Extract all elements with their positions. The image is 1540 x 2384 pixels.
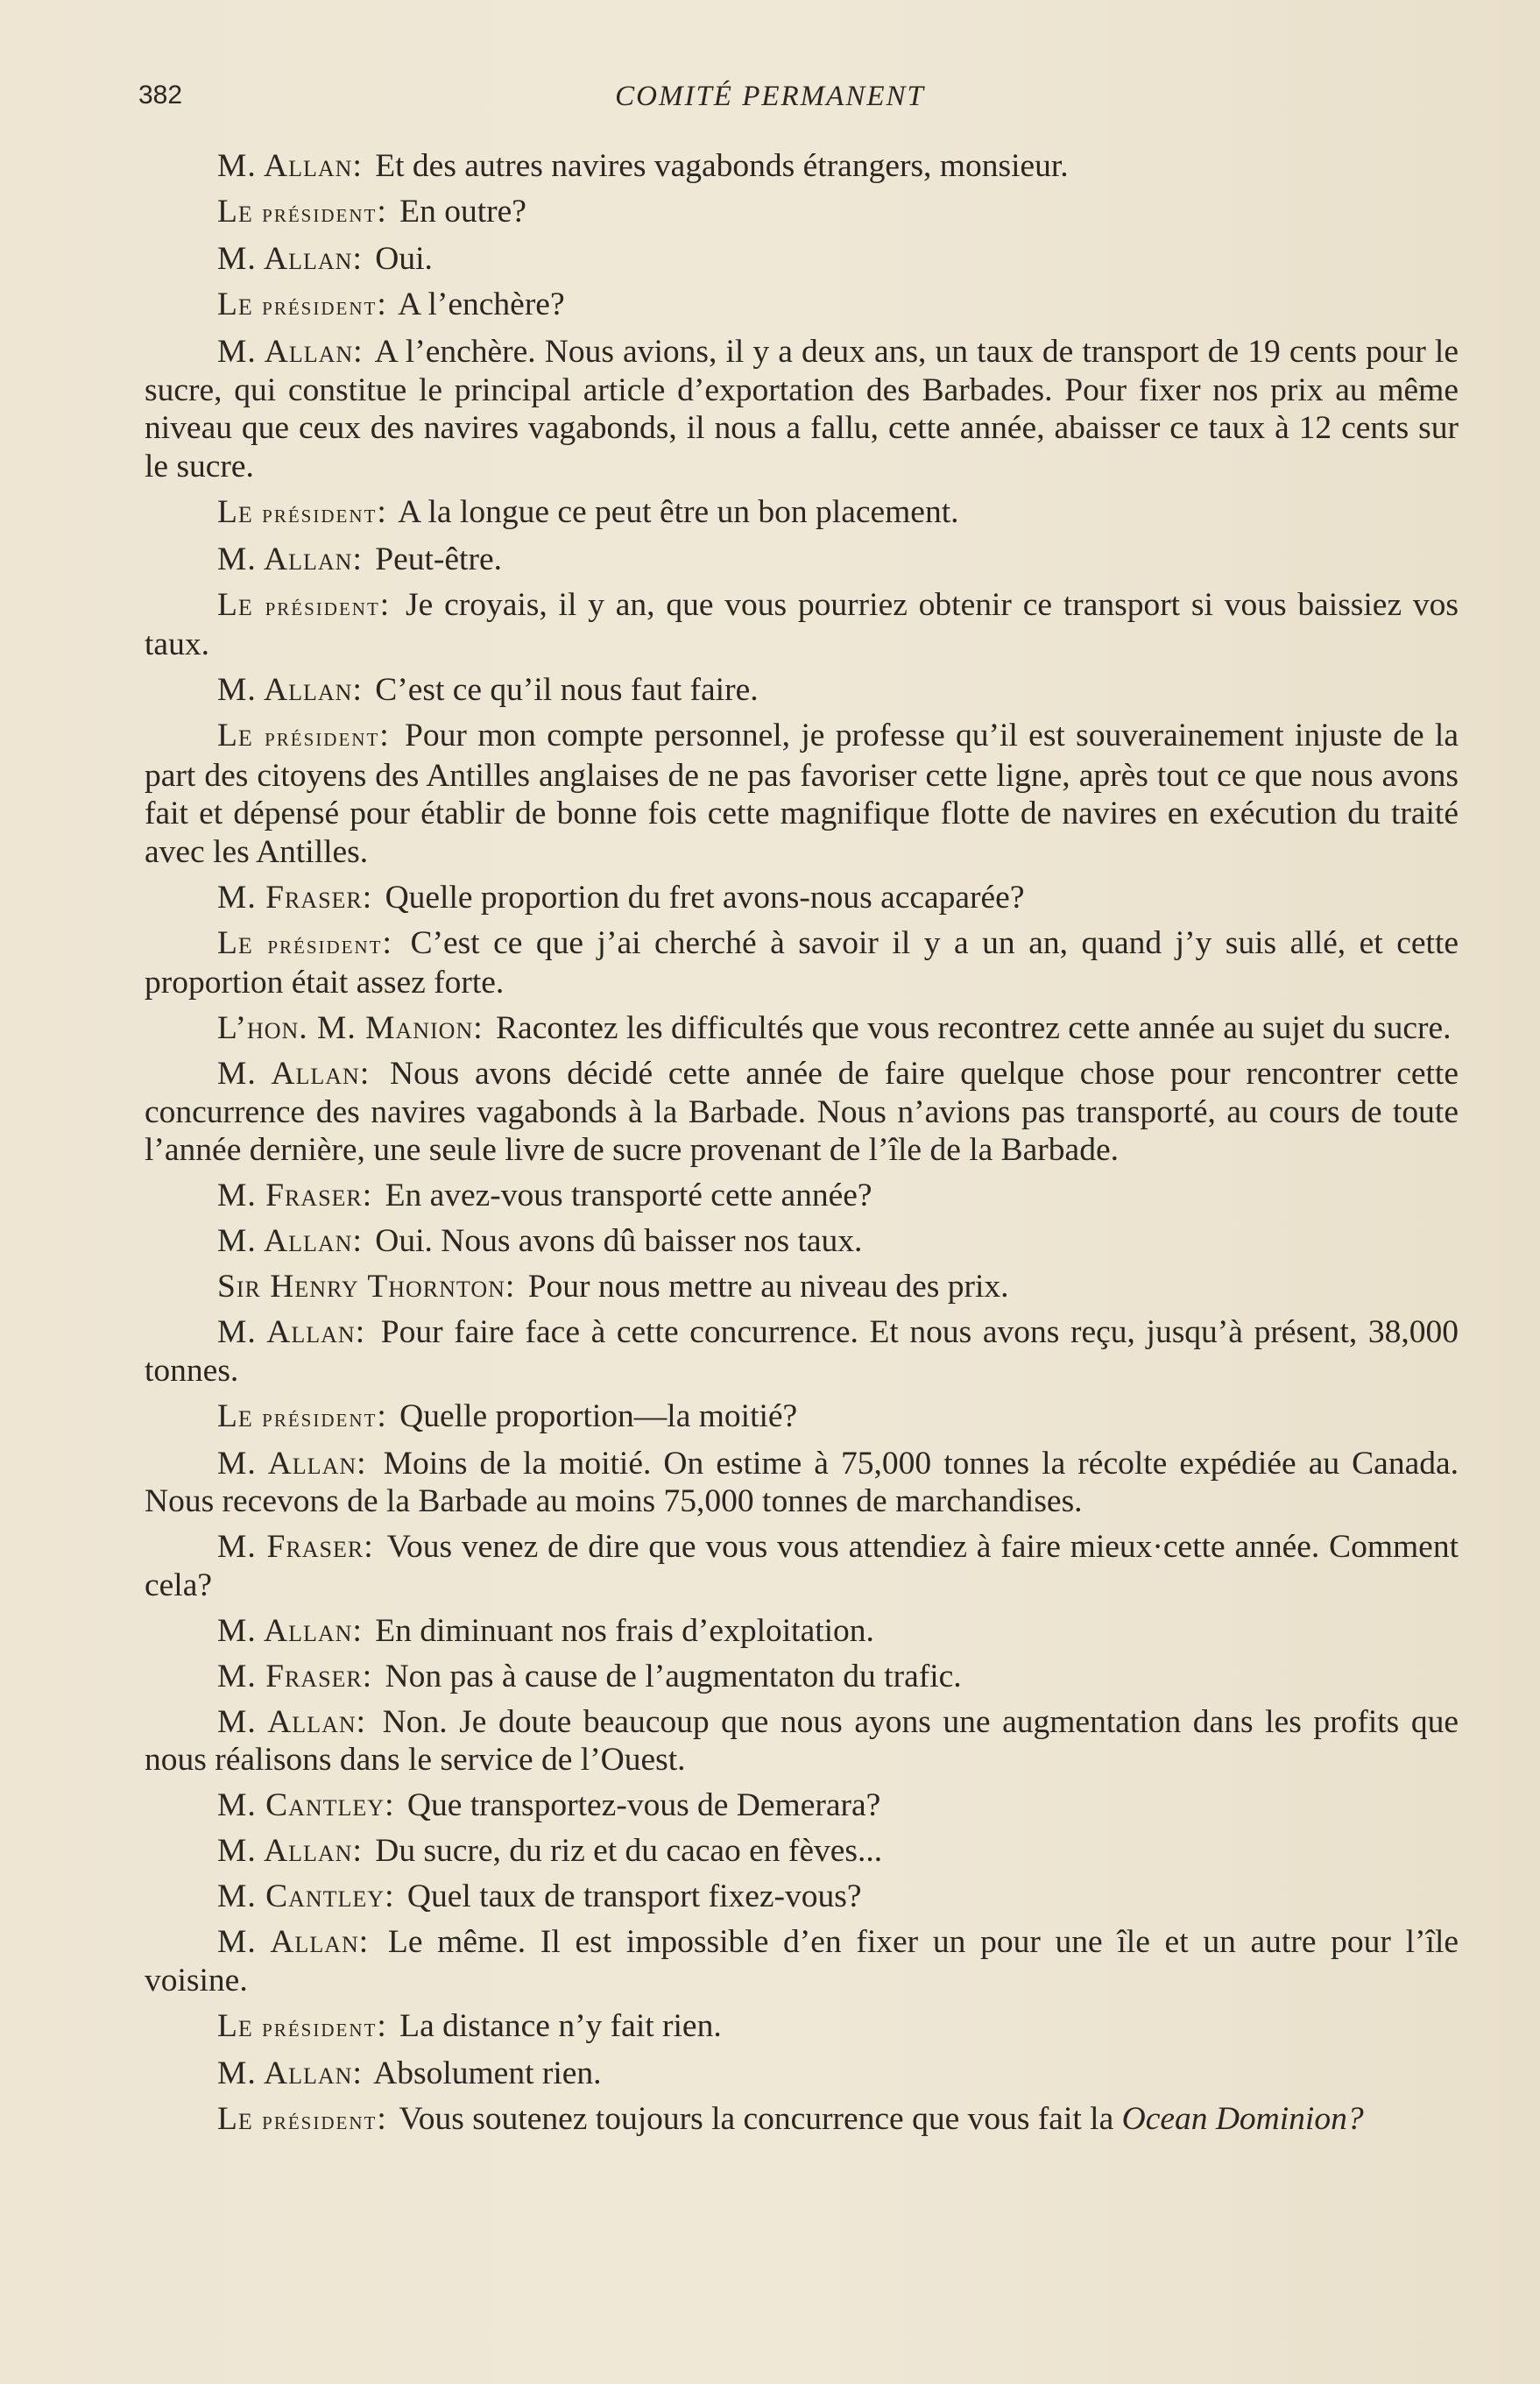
- speech-text: Peut-être.: [375, 541, 502, 577]
- speaker-colon: :: [352, 148, 362, 184]
- speech-text: Quelle proportion—la moitié?: [399, 1397, 798, 1434]
- speech-text: Et des autres navires vagabonds étrangers, monsieur.: [375, 148, 1069, 184]
- speaker-name: Le président: [217, 287, 378, 322]
- speaker-name: Le président: [217, 718, 380, 753]
- dialogue-paragraph: [145, 541, 1459, 579]
- speech-text: En diminuant nos frais d’exploitation.: [375, 1612, 874, 1649]
- speaker-name: Le président: [217, 194, 378, 230]
- speaker-name: Le président: [217, 1397, 378, 1434]
- speaker-colon: :: [358, 1924, 369, 1960]
- speech-text: Pour mon compte personnel, je professe qu’il est souverainement injuste de la part des citoyens des Antilles anglaises de ne pas favoriser cette ligne, après tout ce que nous avons fait et dépensé pour établir de bonne fois cette magnifique flotte de navires en exécution du traité avec les Antilles.: [145, 718, 1459, 870]
- speaker-colon: :: [362, 1178, 372, 1213]
- speaker-name: M. Allan: [217, 148, 353, 184]
- page-header: [0, 81, 1540, 124]
- title-president: président: [265, 591, 380, 621]
- ship-name-italic: Ocean Dominion?: [1121, 2100, 1364, 2137]
- dialogue-paragraph: [145, 1397, 1459, 1438]
- dialogue-paragraph: [145, 1177, 1459, 1215]
- dialogue-paragraph: [145, 1222, 1459, 1261]
- speaker-name: Le président: [217, 924, 383, 961]
- speaker-colon: :: [352, 1223, 362, 1259]
- speaker-name: M. Allan: [217, 1056, 360, 1092]
- dialogue-paragraph: [145, 286, 1459, 326]
- speech-text: La distance n’y fait rien.: [399, 2007, 722, 2044]
- title-president: président: [262, 199, 378, 228]
- speaker-name: M. Fraser: [217, 1529, 364, 1565]
- speaker-name: M. Allan: [217, 1703, 357, 1740]
- speaker-colon: :: [379, 718, 389, 753]
- speaker-colon: :: [377, 194, 386, 230]
- dialogue-paragraph: [145, 1445, 1459, 1521]
- dialogue-paragraph: [145, 493, 1459, 534]
- dialogue-paragraph: [145, 1055, 1459, 1170]
- speaker-name: M. Fraser: [217, 1658, 363, 1694]
- speaker-colon: :: [359, 1056, 370, 1092]
- speaker-colon: :: [355, 1314, 365, 1350]
- speaker-name: M. Allan: [217, 1223, 353, 1259]
- speaker-colon: :: [385, 1878, 394, 1914]
- speaker-name: M. Allan: [217, 1314, 356, 1350]
- speech-text: Oui. Nous avons dû baisser nos taux.: [375, 1223, 863, 1259]
- speech-text: Que transportez-vous de Demerara?: [406, 1787, 881, 1823]
- page-number: 382: [138, 81, 183, 110]
- speaker-colon: :: [352, 1612, 362, 1649]
- speaker-colon: :: [473, 1010, 483, 1046]
- speech-text: Racontez les difficultés que vous recontrez cette année au sujet du sucre.: [496, 1010, 1452, 1046]
- dialogue-paragraph: [145, 586, 1459, 664]
- speaker-colon: :: [377, 2007, 386, 2044]
- dialogue-paragraph: [145, 1878, 1459, 1916]
- dialogue-paragraph: [145, 1703, 1459, 1779]
- speaker-colon: :: [352, 2055, 362, 2091]
- speech-text: A l’enchère. Nous avions, il y a deux ans, un taux de transport de 19 cents pour le sucre, qui constitue le principal article d’exportation des Barbades. Pour fixer nos prix au même niveau que ceux des navires vagabonds, il nous a fallu, cette année, abaisser ce taux à 12 cents sur le sucre.: [145, 334, 1459, 485]
- speech-text: En outre?: [399, 194, 526, 230]
- dialogue-paragraph: [145, 1268, 1459, 1306]
- speaker-colon: :: [357, 1445, 366, 1482]
- speaker-name: Sir Henry Thornton: [217, 1269, 505, 1305]
- speech-text: Moins de la moitié. On estime à 75,000 tonnes la récolte expédiée au Canada. Nous recevons de la Barbade au moins 75,000 tonnes de marchandises.: [145, 1445, 1459, 1519]
- speech-text: Non. Je doute beaucoup que nous ayons une augmentation dans les profits que nous réalisons dans le service de l’Ouest.: [145, 1703, 1459, 1778]
- speaker-name: M. Fraser: [217, 1178, 363, 1213]
- speaker-name: M. Allan: [217, 1833, 353, 1869]
- title-president: président: [262, 2013, 378, 2042]
- speech-text: Pour faire face à cette concurrence. Et nous avons reçu, jusqu’à présent, 38,000 tonnes.: [145, 1314, 1459, 1389]
- speech-text: Vous venez de dire que vous vous attendiez à faire mieux·cette année. Comment cela?: [145, 1529, 1459, 1603]
- speech-text: Du sucre, du riz et du cacao en fèves...: [375, 1833, 883, 1869]
- speaker-name: M. Cantley: [217, 1878, 385, 1914]
- speaker-colon: :: [352, 241, 362, 277]
- speech-text: Absolument rien.: [373, 2055, 602, 2091]
- speaker-name: M. Allan: [217, 1924, 359, 1960]
- dialogue-paragraph: [145, 1923, 1459, 1999]
- speech-text: Je croyais, il y an, que vous pourriez obtenir ce transport si vous baissiez vos taux.: [145, 586, 1459, 662]
- dialogue-paragraph: [145, 717, 1459, 871]
- speaker-name: L’hon. M. Manion: [217, 1010, 474, 1046]
- dialogue-paragraph: [145, 1009, 1459, 1048]
- speech-text: Pour nous mettre au niveau des prix.: [527, 1269, 1009, 1305]
- speaker-name: Le président: [217, 2007, 378, 2044]
- speaker-name: M. Allan: [217, 241, 353, 277]
- dialogue-paragraph: [145, 193, 1459, 233]
- dialogue-paragraph: [145, 147, 1459, 186]
- speaker-name: M. Allan: [217, 1612, 353, 1649]
- speaker-name: Le président: [217, 2100, 378, 2137]
- dialogue-paragraph: [145, 671, 1459, 710]
- title-president: président: [262, 2105, 378, 2135]
- speech-text: C’est ce que j’ai cherché à savoir il y a un an, quand j’y suis allé, et cette proportion était assez forte.: [145, 924, 1459, 1001]
- speaker-colon: :: [377, 2100, 386, 2137]
- dialogue-paragraph: [145, 1313, 1459, 1390]
- speaker-colon: :: [385, 1787, 394, 1823]
- speaker-name: M. Cantley: [217, 1787, 385, 1823]
- speaker-colon: :: [356, 1703, 366, 1740]
- speech-text: Quel taux de transport fixez-vous?: [406, 1878, 862, 1914]
- speech-text: Nous avons décidé cette année de faire quelque chose pour rencontrer cette concurrence des navires vagabonds à la Barbade. Nous n’avions pas transporté, au cours de toute l’année dernière, une seule livre de sucre provenant de l’île de la Barbade.: [145, 1056, 1459, 1168]
- speaker-colon: :: [364, 1529, 373, 1565]
- speaker-colon: :: [352, 1833, 362, 1869]
- speech-text: En avez-vous transporté cette année?: [385, 1178, 872, 1213]
- dialogue-paragraph: [145, 240, 1459, 279]
- speaker-name: Le président: [217, 493, 378, 530]
- speaker-name: M. Allan: [217, 2055, 353, 2091]
- dialogue-paragraph: [145, 1786, 1459, 1825]
- speech-text: A l’enchère?: [398, 287, 565, 322]
- dialogue-paragraph: [145, 2055, 1459, 2093]
- speaker-colon: :: [352, 672, 362, 708]
- speech-text: Non pas à cause de l’augmentaton du trafic.: [385, 1658, 962, 1694]
- title-president: président: [262, 499, 378, 528]
- speech-text: Oui.: [375, 241, 433, 277]
- speaker-name: Le président: [217, 586, 380, 623]
- speaker-name: M. Allan: [217, 334, 354, 370]
- speaker-name: M. Allan: [217, 1445, 357, 1482]
- speaker-name: M. Fraser: [217, 879, 363, 916]
- dialogue-paragraph: [145, 333, 1459, 485]
- title-president: président: [262, 1403, 378, 1433]
- speaker-colon: :: [377, 1397, 386, 1434]
- dialogue-paragraph: [145, 1658, 1459, 1696]
- speech-text: C’est ce qu’il nous faut faire.: [375, 672, 759, 708]
- dialogue-paragraph: [145, 1528, 1459, 1604]
- title-president: président: [265, 723, 380, 752]
- speech-text: Quelle proportion du fret avons-nous accaparée?: [385, 879, 1025, 916]
- speaker-colon: :: [352, 541, 362, 577]
- speaker-colon: :: [382, 924, 392, 961]
- speech-text: Vous soutenez toujours la concurrence que vous fait la: [399, 2100, 1114, 2137]
- speaker-colon: :: [377, 493, 386, 530]
- dialogue-paragraph: [145, 879, 1459, 917]
- dialogue-paragraph: [145, 1612, 1459, 1651]
- title-president: président: [267, 930, 383, 959]
- speaker-colon: :: [379, 586, 390, 623]
- running-title: COMITÉ PERMANENT: [615, 81, 925, 112]
- dialogue-paragraph: [145, 2007, 1459, 2048]
- dialogue-paragraph: [145, 2100, 1459, 2140]
- dialogue-paragraph: [145, 924, 1459, 1002]
- speaker-colon: :: [362, 879, 372, 916]
- title-president: président: [262, 292, 378, 321]
- speaker-colon: :: [505, 1269, 515, 1305]
- speaker-name: M. Allan: [217, 541, 353, 577]
- dialogue-paragraph: [145, 1832, 1459, 1871]
- speaker-colon: :: [362, 1658, 372, 1694]
- speech-text: A la longue ce peut être un bon placement.: [398, 493, 959, 530]
- speaker-colon: :: [353, 334, 363, 370]
- speaker-name: M. Allan: [217, 672, 353, 708]
- transcript-body: [145, 147, 1459, 2147]
- speech-text: Le même. Il est impossible d’en fixer un pour une île et un autre pour l’île voisine.: [145, 1924, 1459, 1998]
- speaker-colon: :: [377, 287, 386, 322]
